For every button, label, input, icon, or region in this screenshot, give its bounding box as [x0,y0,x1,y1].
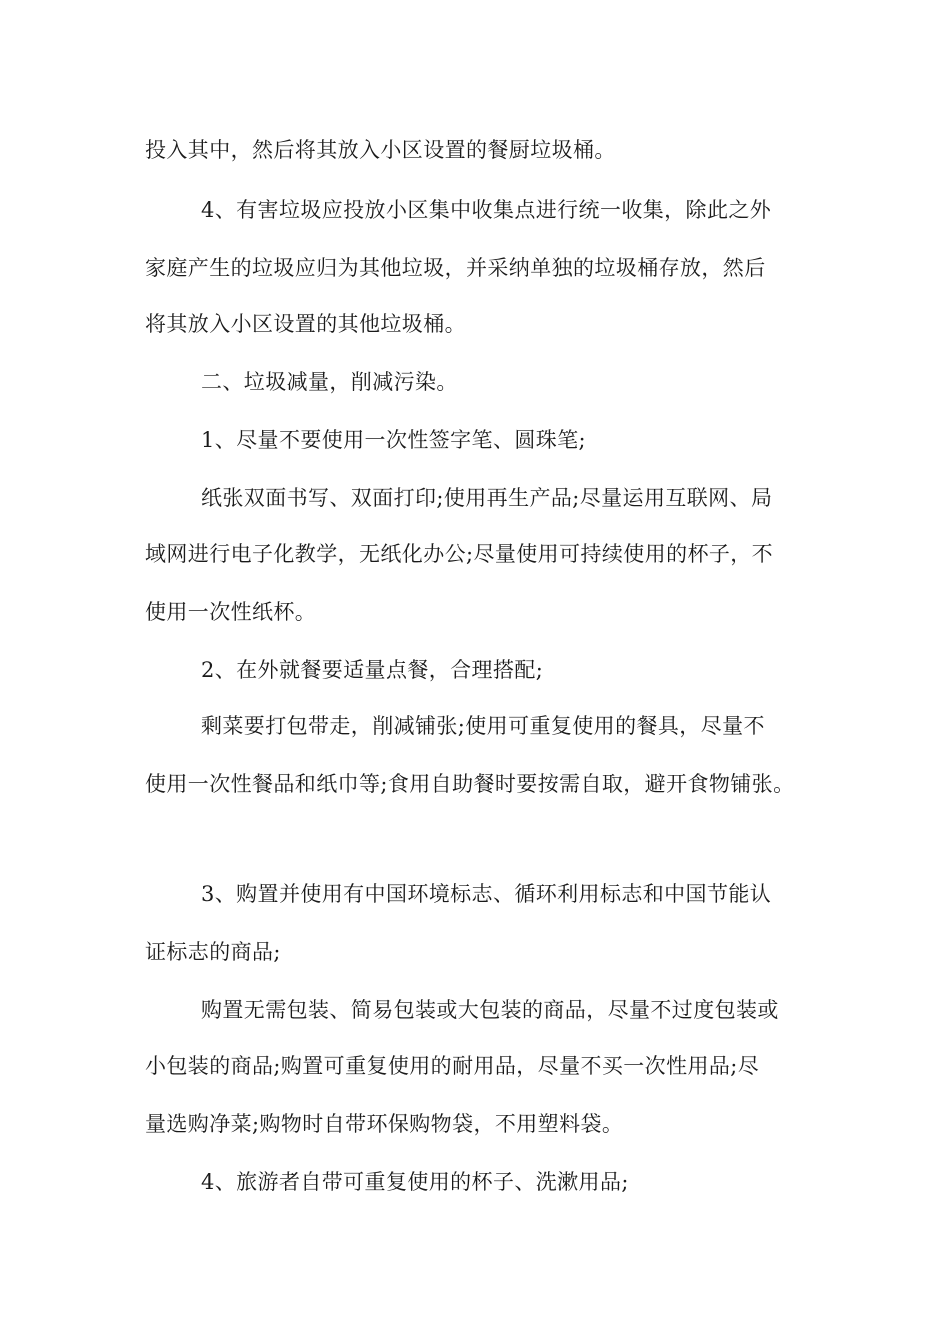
text-line: 投入其中，然后将其放入小区设置的餐厨垃圾桶。 [145,138,616,162]
text-line: 量选购净菜;购物时自带环保购物袋，不用塑料袋。 [145,1112,624,1136]
text-line: 证标志的商品; [145,940,281,964]
text-line: 小包装的商品;购置可重复使用的耐用品，尽量不买一次性用品;尽 [145,1054,760,1078]
text-line: 2、在外就餐要适量点餐，合理搭配; [201,658,544,682]
text-line: 1、尽量不要使用一次性签字笔、圆珠笔; [201,428,587,452]
text-line: 家庭产生的垃圾应归为其他垃圾，并采纳单独的垃圾桶存放，然后 [145,256,766,280]
text-line: 使用一次性纸杯。 [145,600,317,624]
text-line: 4、有害垃圾应投放小区集中收集点进行统一收集，除此之外 [201,198,772,222]
text-line: 4、旅游者自带可重复使用的杯子、洗漱用品; [201,1170,629,1194]
text-line: 将其放入小区设置的其他垃圾桶。 [145,312,466,336]
text-line: 域网进行电子化教学，无纸化办公;尽量使用可持续使用的杯子，不 [145,542,774,566]
text-line: 使用一次性餐品和纸巾等;食用自助餐时要按需自取，避开食物铺张。 [145,772,795,796]
text-line: 剩菜要打包带走，削减铺张;使用可重复使用的餐具，尽量不 [201,714,765,738]
text-line: 3、购置并使用有中国环境标志、循环利用标志和中国节能认 [201,882,772,906]
text-line: 纸张双面书写、双面打印;使用再生产品;尽量运用互联网、局 [201,486,773,510]
text-line: 购置无需包装、简易包装或大包装的商品，尽量不过度包装或 [201,998,779,1022]
section-heading: 二、垃圾减量，削减污染。 [201,370,458,394]
